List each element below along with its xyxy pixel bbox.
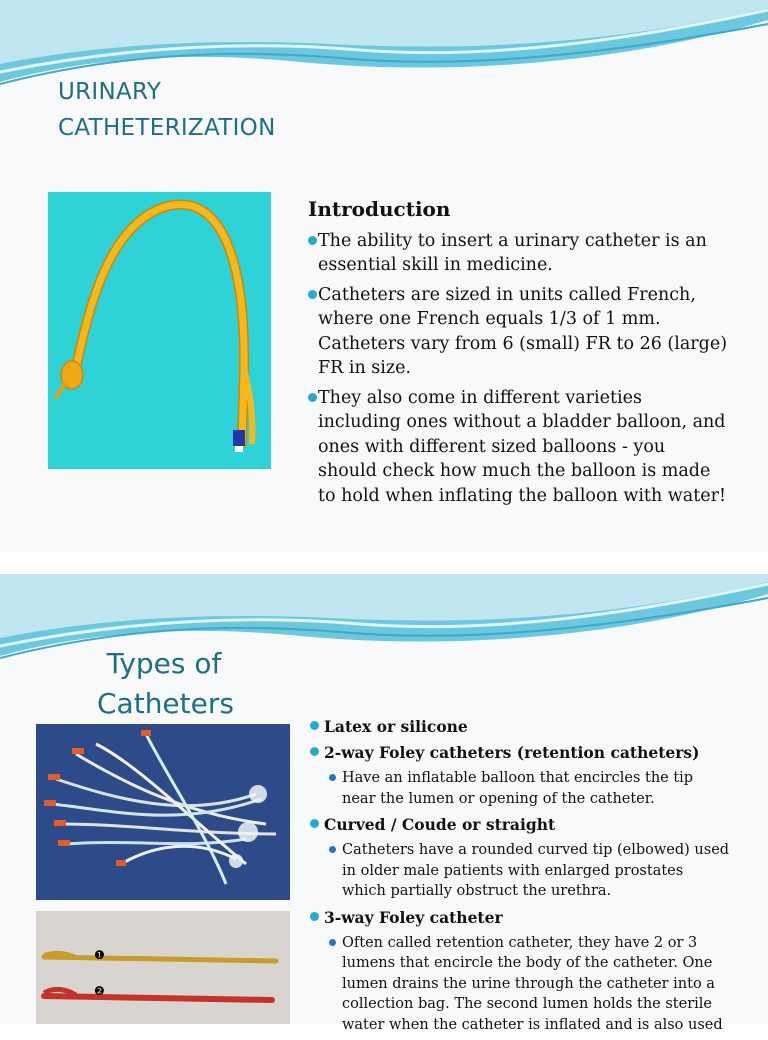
intro-paragraph-text: They also come in different varieties including ones without a bladder balloon, and ones with different sized balloons - you should check how much the balloon is made to hold when inflating the balloon with water! [318, 387, 726, 506]
title-line-2: Catheters [97, 687, 234, 720]
bullet-icon [310, 747, 319, 756]
bullet-icon [329, 774, 336, 781]
catheter-types-list [310, 716, 730, 1040]
bullet-icon [308, 290, 317, 299]
slide-separator [0, 552, 768, 574]
bullet-icon [310, 819, 319, 828]
list-item [310, 716, 730, 737]
catheter-types-photo [36, 724, 290, 900]
intro-paragraph-text: The ability to insert a urinary catheter is an essential skill in medicine. [318, 230, 707, 275]
foley-catheter-image [48, 192, 271, 469]
intro-paragraph [308, 283, 728, 381]
image-label-2: ❷ [94, 984, 105, 998]
title-line-1: URINARY [58, 79, 162, 105]
catheters-illustration [36, 724, 290, 900]
list-item-text: Latex or silicone [324, 717, 468, 736]
slide-title [97, 644, 234, 724]
list-item-text: Curved / Coude or straight [324, 815, 556, 834]
introduction-text-block [308, 197, 728, 513]
bullet-icon [329, 939, 336, 946]
intro-paragraph [308, 386, 728, 509]
bullet-icon [329, 846, 336, 853]
list-subitem [310, 840, 730, 902]
foley-comparison-photo [36, 911, 290, 1024]
list-item-text: 2-way Foley catheters (retention catheters) [324, 743, 700, 762]
foley-comparison-illustration [36, 911, 290, 1024]
list-item [310, 742, 730, 763]
bullet-icon [308, 236, 317, 245]
bullet-icon [308, 393, 317, 402]
catheter-illustration [48, 192, 271, 469]
intro-paragraph-text: Catheters are sized in units called French, where one French equals 1/3 of 1 mm. Catheters vary from 6 (small) FR to 26 (large) FR in size. [318, 284, 728, 378]
slide-title [58, 74, 276, 146]
list-subitem [310, 933, 730, 1036]
title-line-2: CATHETERIZATION [58, 115, 276, 141]
bullet-icon [310, 721, 319, 730]
list-subitem [310, 768, 730, 809]
list-subitem-text: Often called retention catheter, they have 2 or 3 lumens that encircle the body of the catheter. One lumen drains the urine through the catheter into a collection bag. The second lumen holds the sterile water when the catheter is inflated and is also used [342, 934, 723, 1033]
list-item [310, 907, 730, 928]
bullet-icon [310, 912, 319, 921]
image-label-1: ❶ [94, 948, 105, 962]
intro-paragraph [308, 229, 728, 278]
intro-heading: Introduction [308, 197, 451, 221]
list-subitem-text: Catheters have a rounded curved tip (elbowed) used in older male patients with enlarged prostates which partially obstruct the urethra. [342, 842, 730, 899]
list-item [310, 814, 730, 835]
list-subitem-text: Have an inflatable balloon that encircles the tip near the lumen or opening of the catheter. [342, 770, 694, 807]
list-item-text: 3-way Foley catheter [324, 907, 503, 927]
title-line-1: Types of [106, 647, 222, 680]
